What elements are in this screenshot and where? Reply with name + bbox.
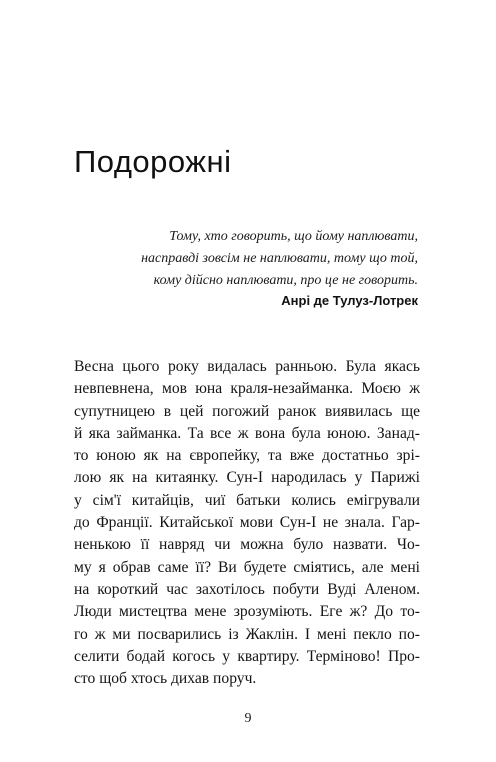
body-line: на короткий час захотілось побути Вуді Аленом. <box>74 580 420 598</box>
body-line: Люди мистецтва мене зрозуміють. Еге ж? До то- <box>74 603 420 621</box>
body-line: го ж ми посварились із Жаклін. І мені пекло по- <box>74 625 420 643</box>
body-line: супутницею в цей погожий ранок виявилась ще <box>74 402 420 420</box>
body-line: селити бодай когось у квартиру. Терміново! Про- <box>74 647 420 665</box>
body-line: невпевнена, мов юна краля-незайманка. Моєю ж <box>74 380 420 398</box>
body-paragraph <box>74 356 420 690</box>
epigraph-line: насправді зовсім не наплювати, тому що той, <box>141 251 418 266</box>
page-number: 9 <box>244 711 252 726</box>
epigraph-author: Анрі де Тулуз-Лотрек <box>281 293 418 308</box>
epigraph <box>58 226 418 292</box>
body-line: у сім'ї китайців, чиї батьки колись емігрували <box>74 491 420 509</box>
body-line: ненькою її навряд чи можна було назвати. Чо- <box>74 536 420 554</box>
body-line: до Франції. Китайської мови Сун-І не знала. Гар- <box>74 514 420 532</box>
body-line: лою як на китаянку. Сун-І народилась у Парижі <box>74 469 420 487</box>
epigraph-line: Тому, хто говорить, що йому наплювати, <box>169 229 418 244</box>
body-line: Весна цього року видалась ранньою. Була якась <box>74 358 420 375</box>
chapter-title: Подорожні <box>74 144 232 179</box>
epigraph-line: кому дійсно наплювати, про це не говорить. <box>153 273 418 288</box>
body-line: й яка займанка. Та все ж вона була юною. Занад- <box>74 424 420 442</box>
body-line: сто щоб хтось дихав поруч. <box>74 670 257 688</box>
body-line: то юною як на європейку, та вже достатньо зрі- <box>74 447 420 465</box>
body-line: му я обрав саме її? Ви будете сміятись, але мені <box>74 558 420 576</box>
